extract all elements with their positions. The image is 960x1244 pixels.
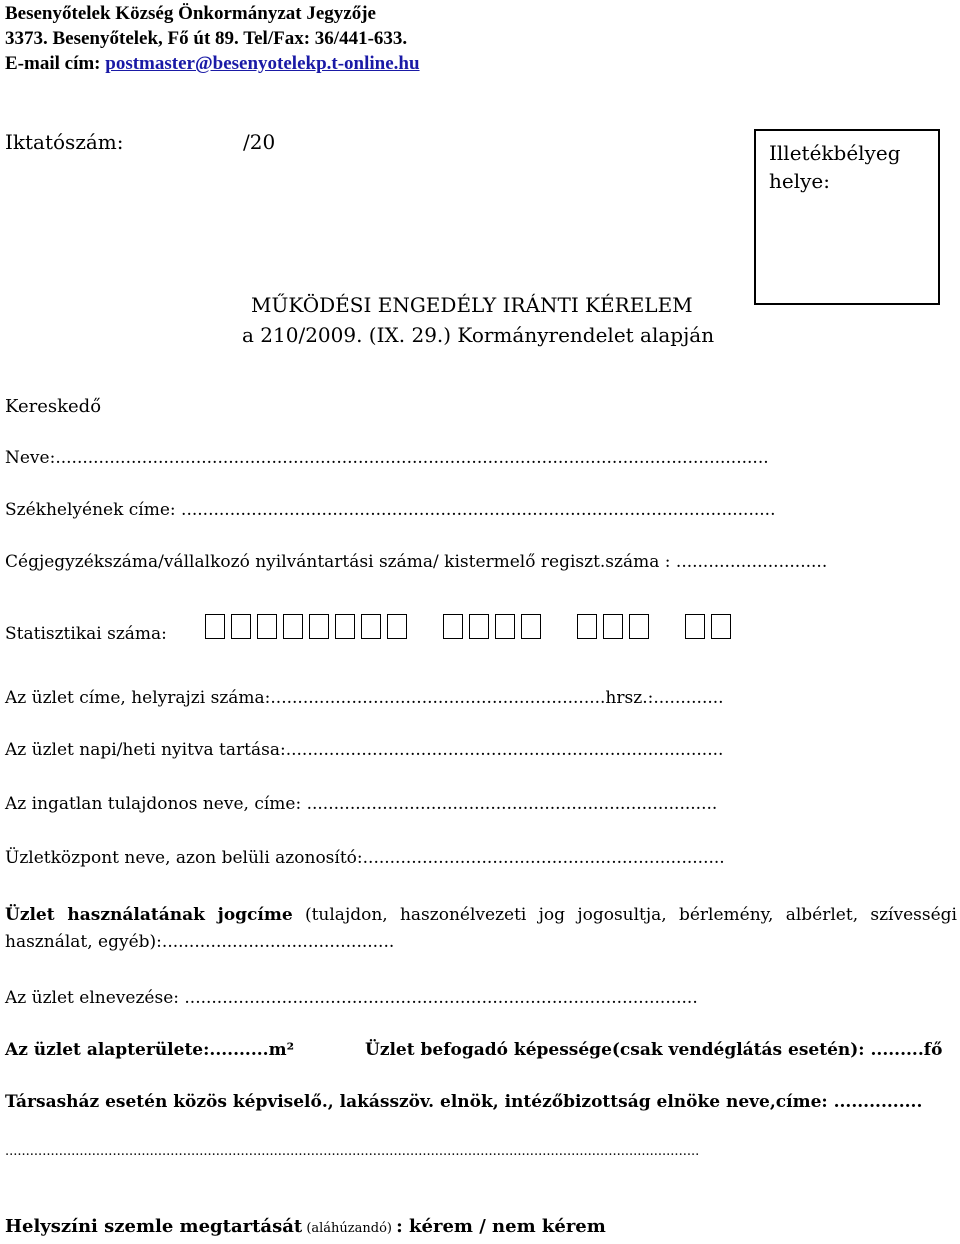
field-dots-line[interactable]: ........................................................................................................................................................................ (5, 1144, 700, 1159)
field-szekhely[interactable]: Székhelyének címe: .............................................................................................................. (5, 500, 776, 520)
digit-box[interactable] (335, 614, 355, 639)
field-befogado[interactable]: Üzlet befogadó képessége(csak vendéglátás esetén): .........fő (365, 1040, 943, 1060)
digit-box[interactable] (469, 614, 489, 639)
form-title: MŰKÖDÉSI ENGEDÉLY IRÁNTI KÉRELEM (251, 293, 693, 317)
section-kereskedo: Kereskedő (5, 396, 102, 417)
iktato-label: Iktatószám: (5, 130, 124, 154)
field-uzletkozpont[interactable]: Üzletközpont neve, azon belüli azonosító:................................................................... (5, 848, 725, 868)
field-statisztikai-label: Statisztikai száma: (5, 624, 167, 644)
field-tarsashaz[interactable]: Társasház esetén közös képviselő., lakásszöv. elnök, intézőbizottság elnöke neve,címe: ............... (5, 1092, 923, 1112)
field-nyitva[interactable]: Az üzlet napi/heti nyitva tartása:................................................................................. (5, 740, 724, 760)
iktato-value: /20 (243, 130, 276, 154)
box-group-1 (205, 614, 413, 639)
digit-box[interactable] (361, 614, 381, 639)
field-alapterulet[interactable]: Az üzlet alapterülete:..........m² (5, 1040, 295, 1060)
office-address: 3373. Besenyőtelek, Fő út 89. Tel/Fax: 36/441-633. (5, 28, 408, 49)
field-jogcim[interactable] (5, 902, 957, 956)
szemle-choice[interactable]: : kérem / nem kérem (396, 1216, 606, 1237)
digit-box[interactable] (603, 614, 623, 639)
szemle-note: (aláhúzandó) (302, 1221, 397, 1236)
digit-box[interactable] (495, 614, 515, 639)
email-label: E-mail cím: (5, 53, 106, 74)
field-cegjegyzek[interactable]: Cégjegyzékszáma/vállalkozó nyilvántartási száma/ kistermelő regiszt.száma : ............................ (5, 552, 828, 572)
digit-box[interactable] (685, 614, 705, 639)
statisztikai-boxes[interactable] (205, 614, 767, 639)
box-group-3 (577, 614, 655, 639)
digit-box[interactable] (283, 614, 303, 639)
digit-box[interactable] (309, 614, 329, 639)
digit-box[interactable] (711, 614, 731, 639)
box-group-2 (443, 614, 547, 639)
stamp-text: Illetékbélyeg helye: (769, 141, 901, 193)
szemle-label: Helyszíni szemle megtartását (5, 1216, 303, 1237)
digit-box[interactable] (257, 614, 277, 639)
field-neve[interactable]: Neve:.................................................................................................................................... (5, 448, 769, 468)
field-uzlet-cime[interactable]: Az üzlet címe, helyrajzi száma:..............................................................hrsz.:............. (5, 688, 724, 708)
digit-box[interactable] (521, 614, 541, 639)
box-group-4 (685, 614, 737, 639)
office-name: Besenyőtelek Község Önkormányzat Jegyzője (5, 3, 376, 24)
digit-box[interactable] (629, 614, 649, 639)
digit-box[interactable] (205, 614, 225, 639)
digit-box[interactable] (231, 614, 251, 639)
form-subtitle: a 210/2009. (IX. 29.) Kormányrendelet alapján (242, 323, 715, 347)
field-ingatlan[interactable]: Az ingatlan tulajdonos neve, címe: ............................................................................ (5, 794, 718, 814)
field-elnevezes[interactable]: Az üzlet elnevezése: ............................................................................................... (5, 988, 698, 1008)
digit-box[interactable] (577, 614, 597, 639)
jogcim-label: Üzlet használatának jogcíme (5, 905, 293, 925)
email-link[interactable]: postmaster@besenyotelekp.t-online.hu (105, 53, 420, 74)
jogcim-options: (tulajdon, haszonélvezeti jog jogosultja, bérlemény, albérlet, szívességi használat, egyéb):........................................... (5, 905, 957, 952)
office-email-line (5, 52, 420, 76)
digit-box[interactable] (387, 614, 407, 639)
stamp-box (754, 129, 940, 305)
field-szemle[interactable] (5, 1215, 606, 1241)
digit-box[interactable] (443, 614, 463, 639)
